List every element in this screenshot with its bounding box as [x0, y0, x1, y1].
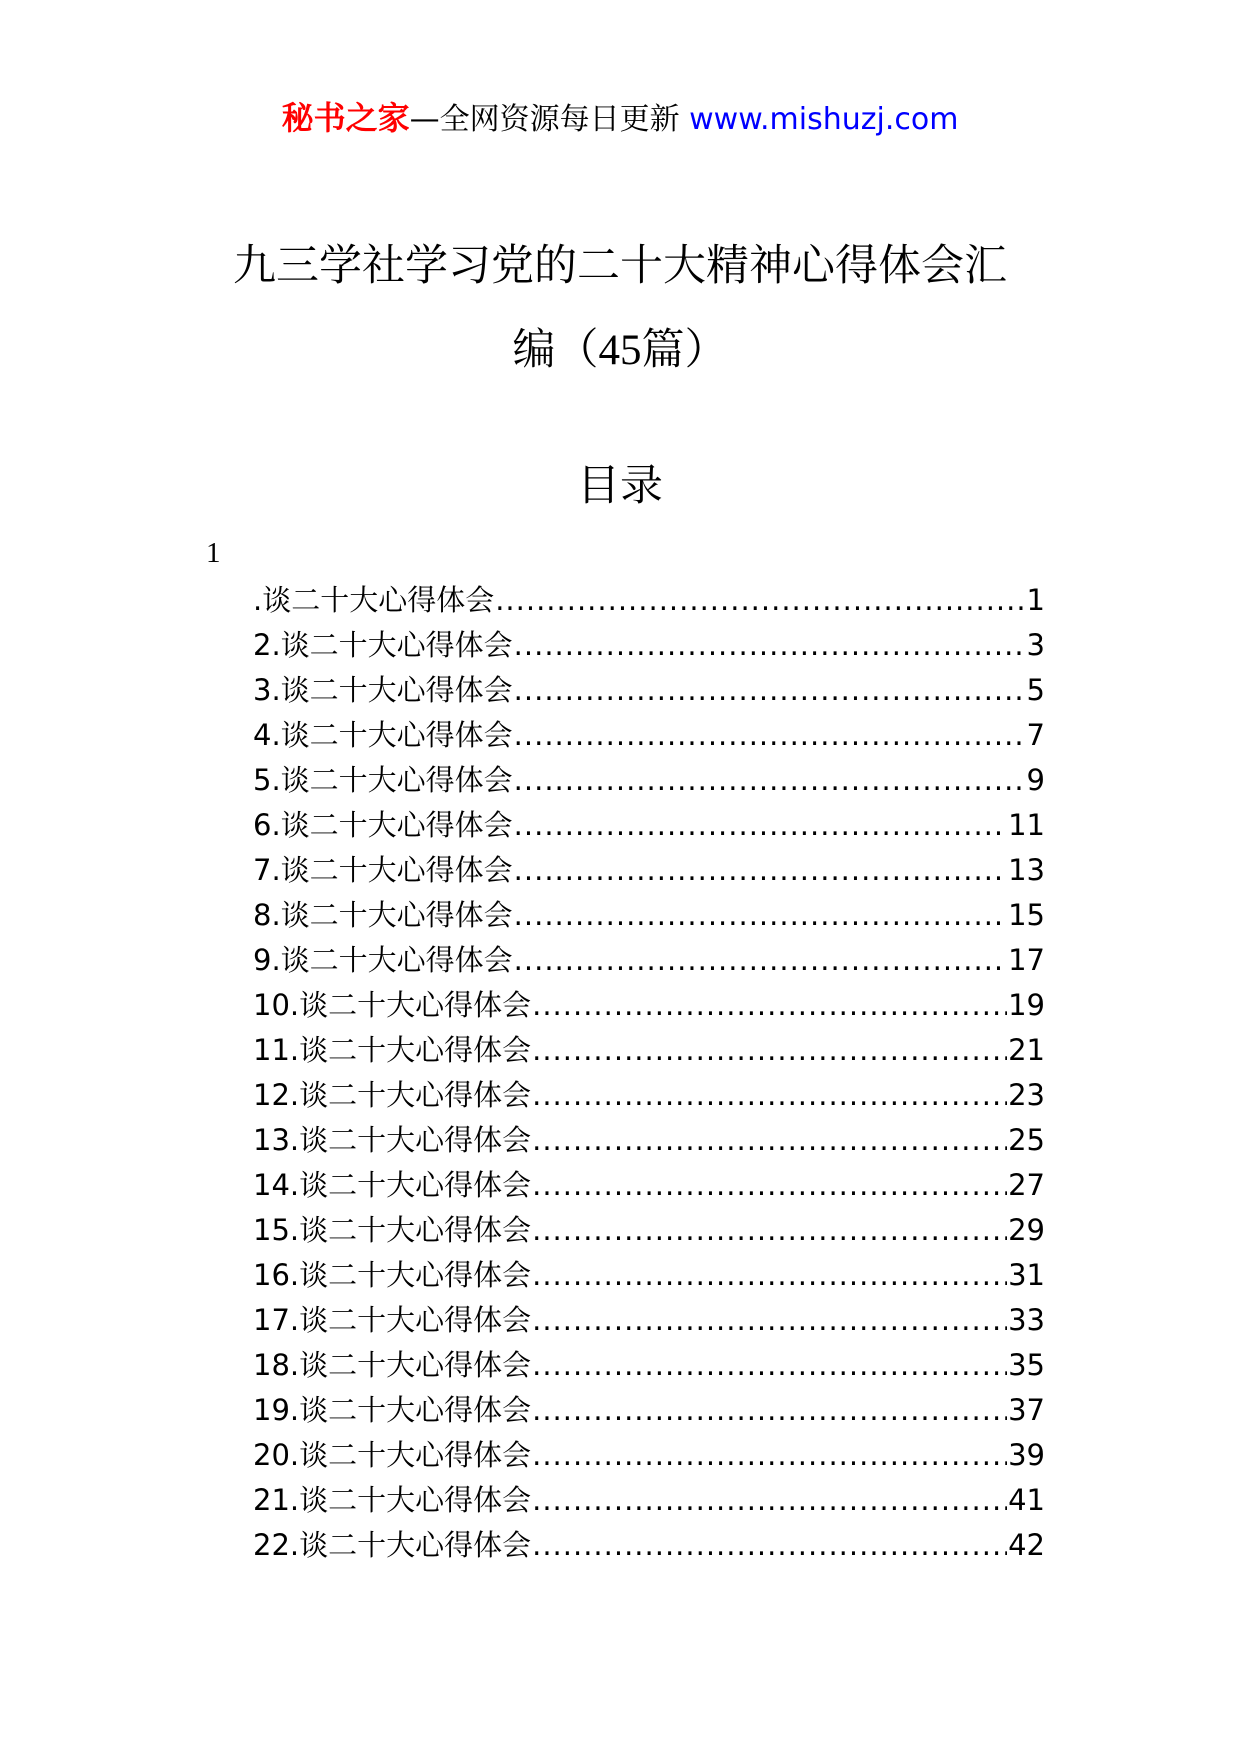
- toc-entry-label: 12.谈二十大心得体会: [253, 1078, 532, 1112]
- title-count: 45: [598, 327, 642, 374]
- toc-entry-label: 11.谈二十大心得体会: [253, 1033, 532, 1067]
- toc-entry-label: .谈二十大心得体会: [253, 583, 495, 617]
- toc-entry[interactable]: [253, 1118, 1045, 1163]
- toc-dot-leader: [514, 623, 1026, 668]
- toc-entry-label: 10.谈二十大心得体会: [253, 988, 532, 1022]
- toc-entry-page-number: 3: [1026, 628, 1045, 662]
- document-title-line-2: [0, 320, 1240, 381]
- toc-entry[interactable]: [253, 1433, 1045, 1478]
- toc-entry[interactable]: [253, 1028, 1045, 1073]
- toc-dot-leader: [532, 1073, 1007, 1118]
- toc-entry-page-number: 17: [1008, 943, 1045, 977]
- toc-entry-page-number: 42: [1008, 1528, 1045, 1562]
- toc-entry-page-number: 23: [1008, 1078, 1045, 1112]
- toc-entry-page-number: 27: [1008, 1168, 1045, 1202]
- toc-entry[interactable]: [253, 1163, 1045, 1208]
- toc-entry-page-number: 1: [1026, 583, 1045, 617]
- toc-dot-leader: [532, 1028, 1007, 1073]
- toc-entry[interactable]: [253, 758, 1045, 803]
- toc-entry-label: 2.谈二十大心得体会: [253, 628, 513, 662]
- toc-dot-leader: [532, 1253, 1007, 1298]
- toc-entry-page-number: 11: [1008, 808, 1045, 842]
- toc-dot-leader: [532, 983, 1007, 1028]
- toc-entry-page-number: 19: [1008, 988, 1045, 1022]
- toc-entry[interactable]: [253, 623, 1045, 668]
- toc-dot-leader: [532, 1298, 1007, 1343]
- toc-entry-page-number: 35: [1008, 1348, 1045, 1382]
- toc-entry-page-number: 29: [1008, 1213, 1045, 1247]
- toc-entry[interactable]: [253, 848, 1045, 893]
- document-title-line-1: 九三学社学习党的二十大精神心得体会汇: [233, 241, 1007, 291]
- toc-entry-label: 16.谈二十大心得体会: [253, 1258, 532, 1292]
- toc-entry-page-number: 37: [1008, 1393, 1045, 1427]
- toc-entry[interactable]: [253, 668, 1045, 713]
- toc-entry[interactable]: [253, 938, 1045, 983]
- toc-entry-page-number: 41: [1008, 1483, 1045, 1517]
- toc-entry-label: 21.谈二十大心得体会: [253, 1483, 532, 1517]
- toc-entry[interactable]: [253, 1478, 1045, 1523]
- toc-entry-label: 19.谈二十大心得体会: [253, 1393, 532, 1427]
- toc-entry-label: 17.谈二十大心得体会: [253, 1303, 532, 1337]
- toc-entry[interactable]: [253, 1253, 1045, 1298]
- toc-entry-page-number: 7: [1026, 718, 1045, 752]
- toc-dot-leader: [514, 893, 1007, 938]
- table-of-contents: [253, 578, 1045, 1568]
- toc-lead-number: 1: [206, 537, 221, 569]
- toc-entry-label: 20.谈二十大心得体会: [253, 1438, 532, 1472]
- toc-dot-leader: [514, 713, 1026, 758]
- toc-entry[interactable]: [253, 713, 1045, 758]
- toc-dot-leader: [532, 1163, 1007, 1208]
- toc-dot-leader: [532, 1523, 1007, 1568]
- title-suffix: 篇）: [641, 325, 728, 375]
- title-prefix: 编（: [512, 325, 599, 375]
- toc-entry[interactable]: [253, 983, 1045, 1028]
- toc-entry-label: 9.谈二十大心得体会: [253, 943, 513, 977]
- toc-dot-leader: [532, 1388, 1007, 1433]
- toc-dot-leader: [514, 848, 1007, 893]
- toc-entry-label: 13.谈二十大心得体会: [253, 1123, 532, 1157]
- toc-entry-label: 22.谈二十大心得体会: [253, 1528, 532, 1562]
- toc-entry-page-number: 13: [1008, 853, 1045, 887]
- toc-dot-leader: [514, 803, 1007, 848]
- toc-dot-leader: [532, 1478, 1007, 1523]
- toc-entry-page-number: 25: [1008, 1123, 1045, 1157]
- toc-entry-label: 18.谈二十大心得体会: [253, 1348, 532, 1382]
- toc-dot-leader: [532, 1433, 1007, 1478]
- toc-dot-leader: [514, 938, 1007, 983]
- site-banner: [0, 98, 1240, 140]
- toc-entry-label: 4.谈二十大心得体会: [253, 718, 513, 752]
- toc-entry-label: 3.谈二十大心得体会: [253, 673, 513, 707]
- toc-entry-page-number: 31: [1008, 1258, 1045, 1292]
- toc-dot-leader: [532, 1118, 1007, 1163]
- toc-entry-label: 8.谈二十大心得体会: [253, 898, 513, 932]
- toc-heading: 目录: [577, 461, 663, 511]
- banner-slogan: —全网资源每日更新: [409, 102, 680, 137]
- website-link[interactable]: www.mishuzj.com: [689, 102, 959, 137]
- toc-entry-label: 14.谈二十大心得体会: [253, 1168, 532, 1202]
- brand-name: 秘书之家: [281, 99, 410, 137]
- toc-entry-page-number: 33: [1008, 1303, 1045, 1337]
- toc-entry-page-number: 15: [1008, 898, 1045, 932]
- toc-entry-page-number: 21: [1008, 1033, 1045, 1067]
- toc-entry-label: 5.谈二十大心得体会: [253, 763, 513, 797]
- toc-entry-page-number: 5: [1026, 673, 1045, 707]
- toc-dot-leader: [514, 668, 1026, 713]
- toc-entry[interactable]: [253, 1298, 1045, 1343]
- toc-entry[interactable]: [253, 578, 1045, 623]
- toc-entry[interactable]: [253, 893, 1045, 938]
- toc-entry[interactable]: [253, 803, 1045, 848]
- toc-entry-label: 15.谈二十大心得体会: [253, 1213, 532, 1247]
- toc-dot-leader: [495, 578, 1025, 623]
- toc-entry-label: 7.谈二十大心得体会: [253, 853, 513, 887]
- toc-entry[interactable]: [253, 1073, 1045, 1118]
- toc-entry-page-number: 39: [1008, 1438, 1045, 1472]
- toc-entry[interactable]: [253, 1523, 1045, 1568]
- toc-dot-leader: [514, 758, 1026, 803]
- toc-entry-page-number: 9: [1026, 763, 1045, 797]
- toc-entry[interactable]: [253, 1388, 1045, 1433]
- toc-dot-leader: [532, 1208, 1007, 1253]
- toc-entry-label: 6.谈二十大心得体会: [253, 808, 513, 842]
- toc-dot-leader: [532, 1343, 1007, 1388]
- toc-entry[interactable]: [253, 1343, 1045, 1388]
- toc-entry[interactable]: [253, 1208, 1045, 1253]
